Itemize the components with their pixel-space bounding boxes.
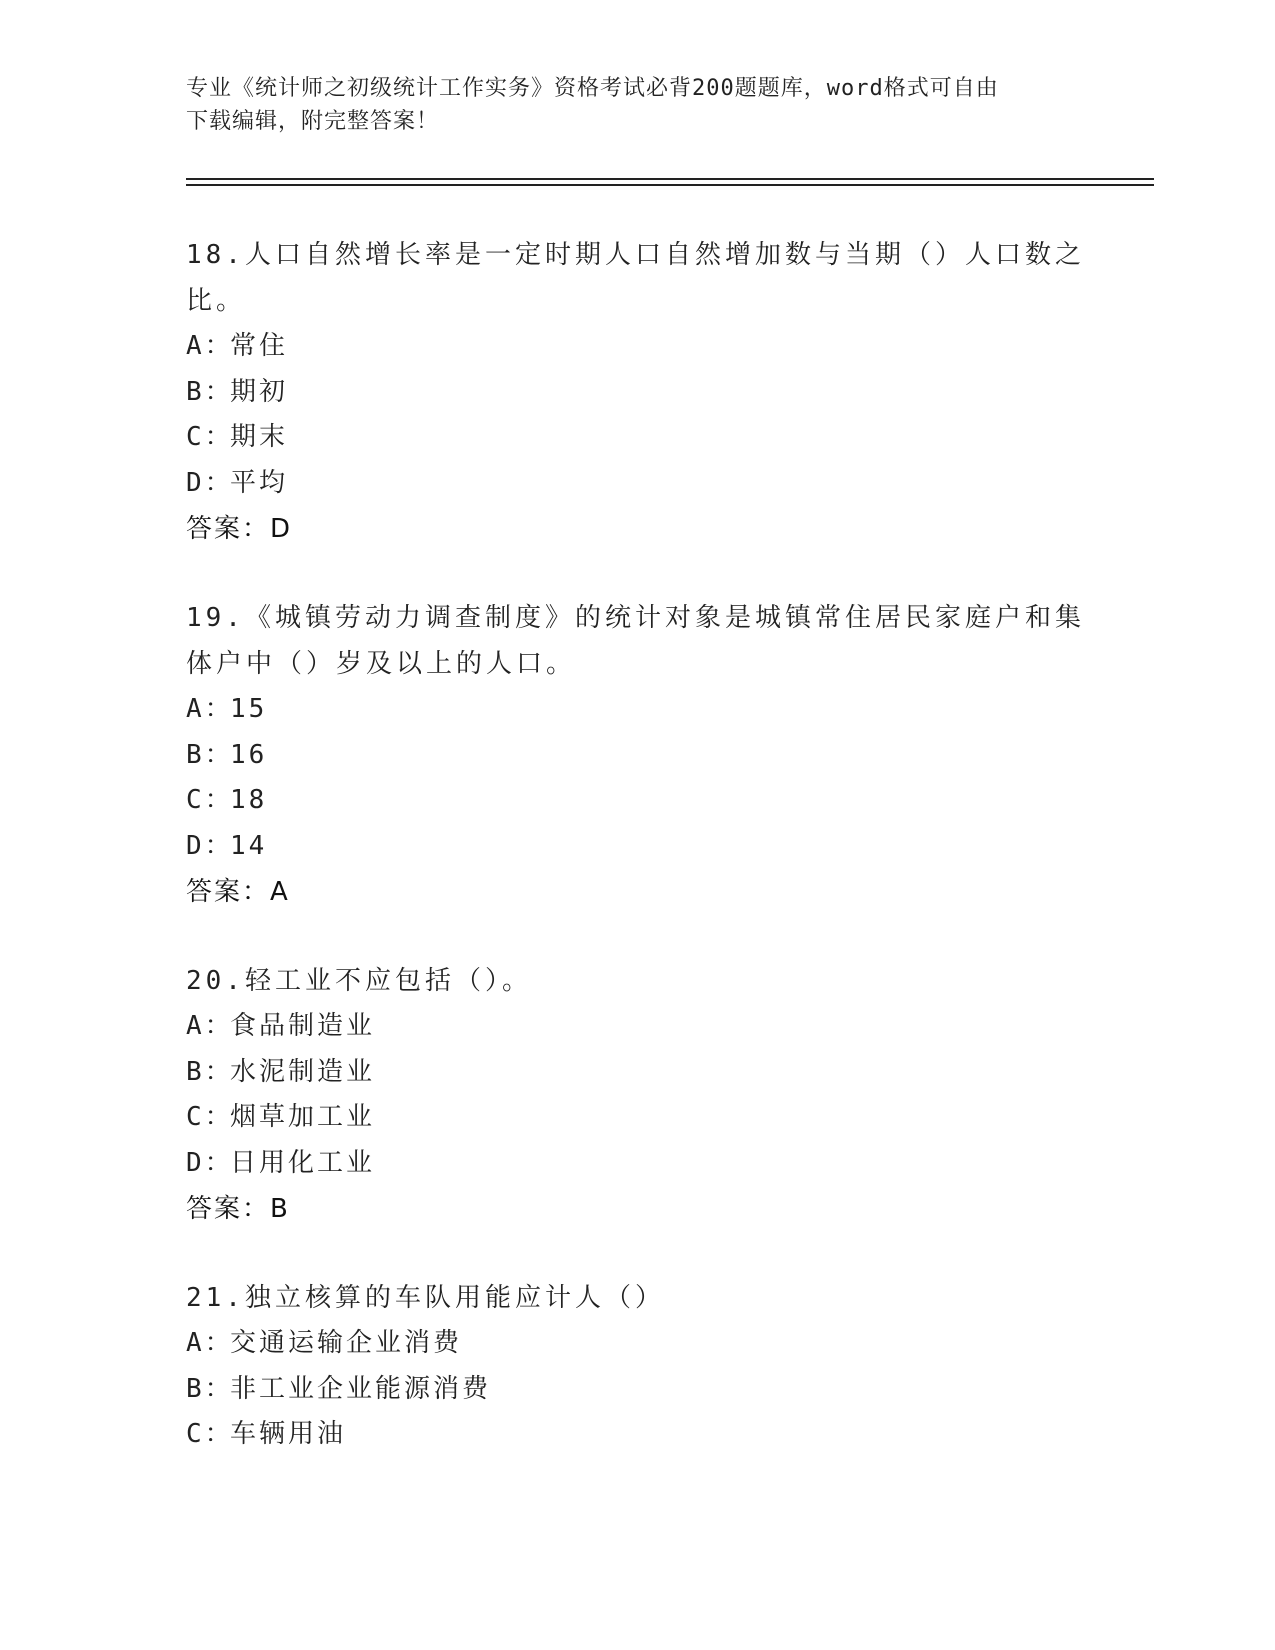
option-a <box>186 1321 1086 1367</box>
option-c <box>186 415 1086 461</box>
question-stem: 18.人口自然增长率是一定时期人口自然增加数与当期（）人口数之比。 <box>186 240 1085 316</box>
option-letter: C： <box>186 785 234 815</box>
option-c <box>186 778 1086 824</box>
option-b <box>186 733 1086 779</box>
option-text: 15 <box>230 694 268 724</box>
option-a <box>186 687 1086 733</box>
answer-line: 答案：A <box>186 877 290 907</box>
option-text: 18 <box>230 785 268 815</box>
document-header <box>186 72 1086 138</box>
option-text: 非工业企业能源消费 <box>230 1373 492 1404</box>
header-line-1: 专业《统计师之初级统计工作实务》资格考试必背200题题库，word格式可自由 <box>186 76 999 101</box>
option-letter: B： <box>186 1056 234 1087</box>
header-divider-top <box>186 178 1154 180</box>
option-letter: A： <box>186 1011 234 1041</box>
option-d <box>186 461 1086 507</box>
question-18 <box>186 232 1086 552</box>
option-text: 交通运输企业消费 <box>230 1328 463 1358</box>
option-text: 平均 <box>230 467 289 498</box>
question-19 <box>186 595 1086 915</box>
option-b <box>186 1050 1086 1096</box>
answer-line: 答案：D <box>186 514 293 544</box>
question-list <box>186 232 1086 1501</box>
option-letter: B： <box>186 376 234 407</box>
answer-line: 答案：B <box>186 1194 290 1224</box>
option-text: 16 <box>230 739 268 770</box>
option-letter: B： <box>186 1373 234 1404</box>
option-d <box>186 824 1086 870</box>
option-a <box>186 324 1086 370</box>
option-b <box>186 1367 1086 1413</box>
option-letter: C： <box>186 422 234 452</box>
option-text: 常住 <box>230 331 289 361</box>
option-letter: A： <box>186 1328 234 1358</box>
option-text: 日用化工业 <box>230 1147 376 1178</box>
option-c <box>186 1412 1086 1458</box>
option-letter: D： <box>186 830 234 861</box>
question-stem: 19.《城镇劳动力调查制度》的统计对象是城镇常住居民家庭户和集体户中（）岁及以上的人口。 <box>186 603 1085 679</box>
option-letter: A： <box>186 331 234 361</box>
option-text: 水泥制造业 <box>230 1056 376 1087</box>
option-letter: B： <box>186 739 234 770</box>
option-text: 14 <box>230 830 268 861</box>
option-text: 车辆用油 <box>230 1419 347 1449</box>
option-c <box>186 1095 1086 1141</box>
option-b <box>186 370 1086 416</box>
question-21 <box>186 1275 1086 1458</box>
option-d <box>186 1141 1086 1187</box>
option-text: 食品制造业 <box>230 1011 376 1041</box>
option-letter: D： <box>186 467 234 498</box>
question-stem: 20.轻工业不应包括（）。 <box>186 966 532 996</box>
option-text: 期初 <box>230 376 289 407</box>
option-letter: C： <box>186 1102 234 1132</box>
header-divider-bottom <box>186 184 1154 186</box>
question-stem: 21.独立核算的车队用能应计人（） <box>186 1283 665 1313</box>
option-text: 期末 <box>230 422 289 452</box>
option-letter: A： <box>186 694 234 724</box>
header-line-2: 下载编辑，附完整答案！ <box>186 109 440 134</box>
option-text: 烟草加工业 <box>230 1102 376 1132</box>
option-a <box>186 1004 1086 1050</box>
question-20 <box>186 958 1086 1232</box>
option-letter: C： <box>186 1419 234 1449</box>
option-letter: D： <box>186 1147 234 1178</box>
